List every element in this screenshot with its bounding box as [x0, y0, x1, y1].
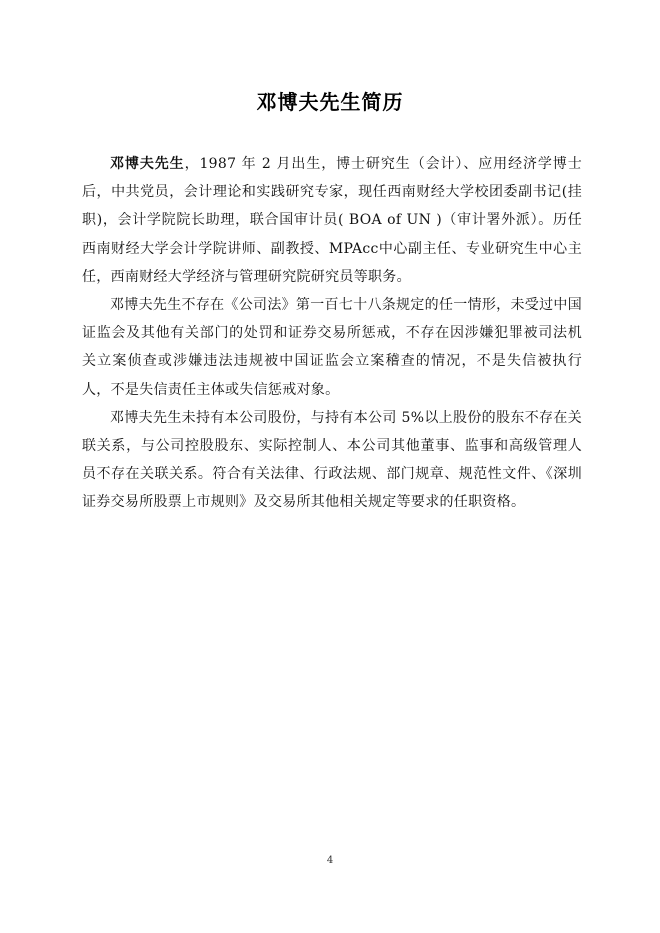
paragraph-shareholding: 邓博夫先生未持有本公司股份，与持有本公司 5%以上股份的股东不存在关联关系，与公司控股股东、实际控制人、本公司其他董事、监事和高级管理人员不存在关联关系。符合有关法律、行政法规、部门规章、规范性文件、《深圳证券交易所股票上市规则》及交易所其他相关规定等要求的任职资格。 — [82, 409, 582, 511]
biography-text: ，1987 年 2 月出生，博士研究生（会计）、应用经济学博士后，中共党员，会计理论和实践研究专家，现任西南财经大学校团委副书记(挂职)，会计学院院长助理，联合国审计员( BOA of UN )（审计署外派）。历任西南财经大学会计学院讲师、副教授、MPAcc中心副主任、专业研究生中心主任，西南财经大学经济与管理研究院研究员等职务。 — [82, 156, 583, 285]
person-name: 邓博夫先生 — [110, 156, 185, 172]
document-body — [82, 150, 582, 517]
paragraph-biography — [82, 150, 582, 291]
paragraph-compliance: 邓博夫先生不存在《公司法》第一百七十八条规定的任一情形，未受过中国证监会及其他有关部门的处罚和证券交易所惩戒，不存在因涉嫌犯罪被司法机关立案侦查或涉嫌违法违规被中国证监会立案稽查的情况，不是失信被执行人，不是失信责任主体或失信惩戒对象。 — [82, 297, 582, 398]
page-title: 邓博夫先生简历 — [256, 90, 404, 114]
page-number: 4 — [326, 855, 334, 866]
